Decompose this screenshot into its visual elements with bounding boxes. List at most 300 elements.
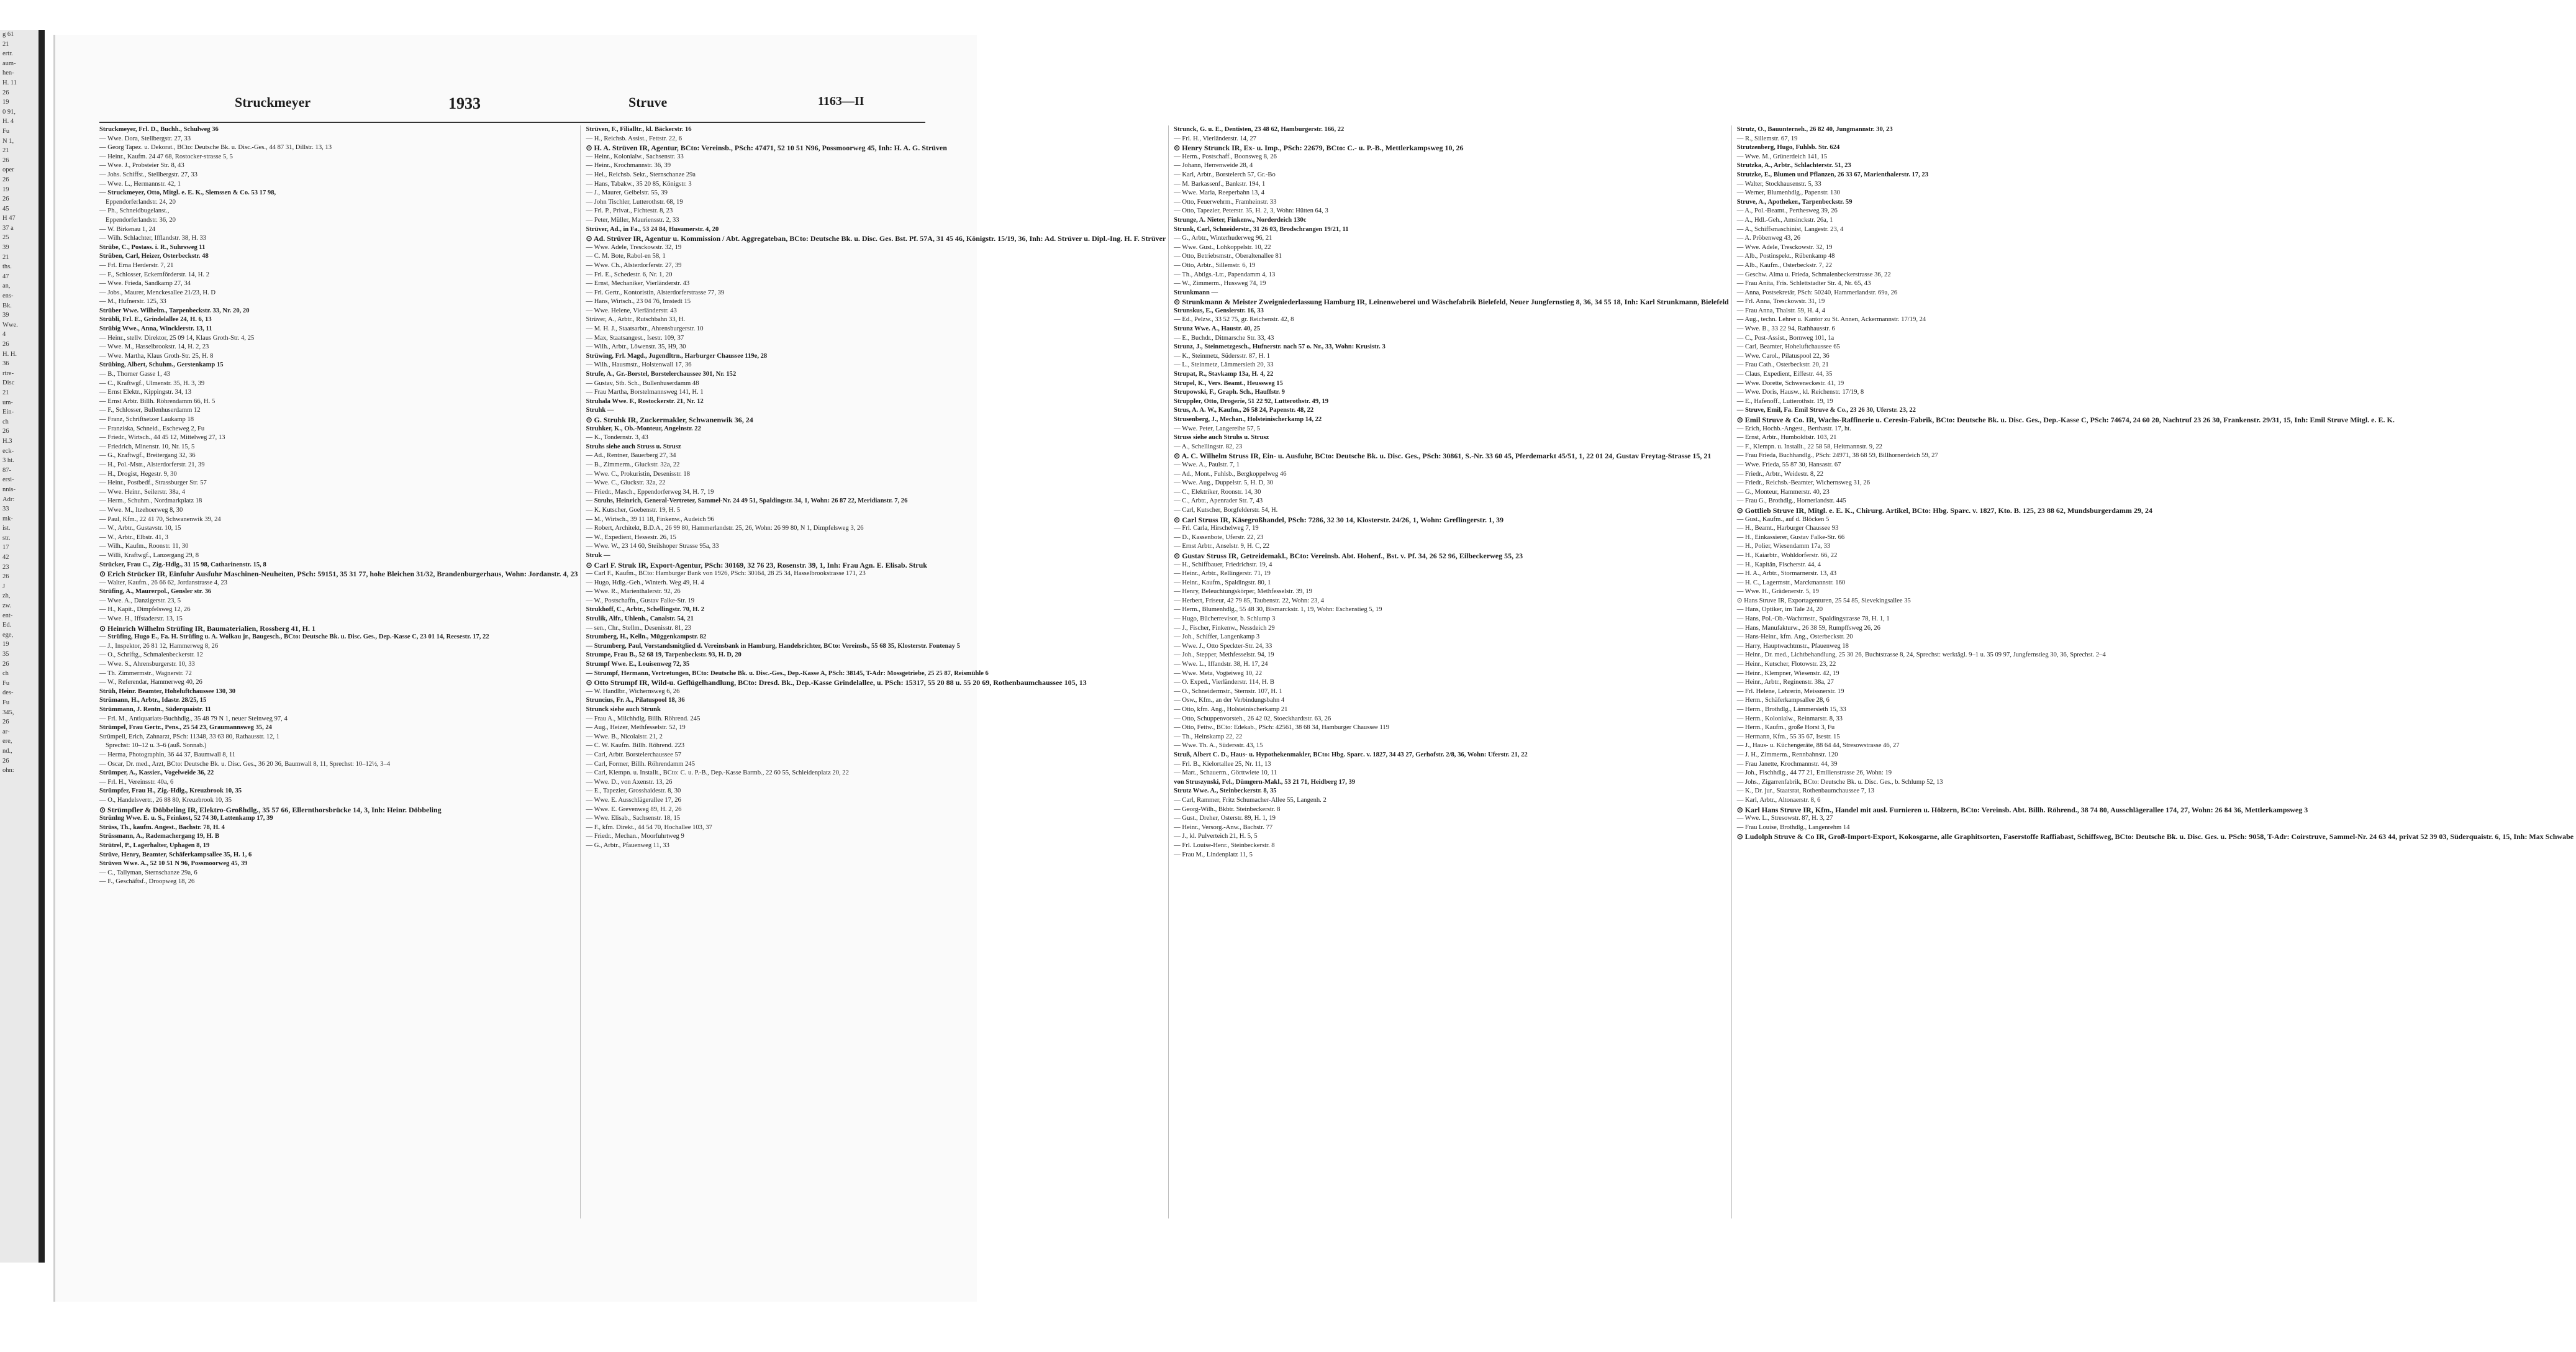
previous-page-fragment: H. 4 bbox=[2, 118, 14, 125]
directory-entry: — Peter, Müller, Mauriensstr. 2, 33 bbox=[586, 216, 679, 224]
directory-entry: — Paul, Kfm., 22 41 70, Schwanenwik 39, 24 bbox=[99, 515, 221, 523]
header-center-word: Struve bbox=[628, 94, 668, 110]
directory-entry: — G., Arbtr., Winterhuderweg 96, 21 bbox=[1174, 235, 1272, 242]
previous-page-fragment: 39 bbox=[2, 244, 9, 252]
previous-page-fragment: J bbox=[2, 583, 6, 590]
directory-entry: ⊙ Hans Struve IR, Exportagenturen, 25 54 85, Sievekingsallee 35 bbox=[1736, 597, 1911, 604]
previous-page-fragment: mk- bbox=[2, 515, 13, 522]
directory-entry: ⊙ Carl F. Struk IR, Export-Agentur, PSch: 30169, 32 76 23, Rosenstr. 39, 1, Inh: Frau Agn. E. Elisab. Struk bbox=[586, 560, 927, 569]
previous-page-fragment: 36 bbox=[2, 360, 9, 368]
directory-entry: — Otto, Betriebsmstr., Oberaltenallee 81 bbox=[1174, 253, 1282, 260]
previous-page-fragment: 19 bbox=[2, 186, 9, 193]
previous-page-fragment: ertr. bbox=[2, 50, 13, 58]
directory-entry: — C. M. Bote, Rabol-en 58, 1 bbox=[586, 253, 666, 260]
previous-page-fragment: 26 bbox=[2, 428, 9, 435]
directory-entry: — John Tischler, Lutterothstr. 68, 19 bbox=[586, 198, 683, 206]
directory-entry: Struckmeyer, Frl. D., Buchh., Schulweg 36 bbox=[99, 126, 219, 133]
previous-page-fragment: hen- bbox=[2, 70, 14, 77]
previous-page-fragment: Ein- bbox=[2, 409, 14, 416]
directory-entry: — Wwe. Dorette, Schweneckestr. 41, 19 bbox=[1736, 379, 1844, 387]
directory-entry: — Georg Tapez. u. Dekorat., BCto: Deutsche Bk. u. Disc.-Ges., 44 87 31, Dillstr. 13, 13 bbox=[99, 144, 332, 152]
directory-entry: Strüss, Th., kaufm. Angest., Bachstr. 78, H. 4 bbox=[99, 823, 225, 831]
directory-entry: Strümpell, Erich, Zahnarzt, PSch: 11348, 33 63 80, Rathausstr. 12, 1 bbox=[99, 733, 280, 740]
directory-entry: Strumpf Wwe. E., Louisenweg 72, 35 bbox=[586, 661, 690, 668]
directory-entry: Strupat, R., Stavkamp 13a, H. 4, 22 bbox=[1174, 371, 1274, 378]
directory-entry: — Frl. Anna, Tresckowstr. 31, 19 bbox=[1736, 298, 1825, 306]
directory-entry: Sprechst: 10–12 u. 3–6 (auß. Sonnab.) bbox=[106, 742, 207, 750]
directory-entry: — Ernst, Mechaniker, Vierländerstr. 43 bbox=[586, 280, 690, 288]
directory-entry: Strunkmann — bbox=[1174, 289, 1218, 296]
directory-entry: — Wwe. Frieda, 55 87 30, Hansastr. 67 bbox=[1736, 461, 1841, 468]
previous-page-fragment: ch bbox=[2, 418, 9, 425]
previous-page-fragment: oper bbox=[2, 166, 14, 174]
directory-entry: Struss siehe auch Struhs u. Strusz bbox=[1174, 434, 1269, 442]
previous-page-fragment: 26 bbox=[2, 660, 9, 668]
directory-entry: Struk — bbox=[586, 551, 610, 559]
directory-entry: Strütrel, P., Lagerhalter, Uphagen 8, 19 bbox=[99, 842, 210, 849]
previous-page-fragment: 33 bbox=[2, 506, 9, 513]
directory-entry: — Hugo, Hdlg.-Geh., Winterh. Weg 49, H. 4 bbox=[586, 579, 704, 586]
directory-entry: — Frau Janette, Krochmannstr. 44, 39 bbox=[1736, 760, 1838, 768]
directory-entry: — Gust., Kaufm., auf d. Blöcken 5 bbox=[1736, 515, 1830, 523]
directory-entry: — Herm., Schäferkampsallee 28, 6 bbox=[1736, 697, 1830, 704]
directory-entry: Strümpfer, Frau H., Zig.-Hdlg., Kreuzbrook 10, 35 bbox=[99, 787, 242, 795]
directory-entry: Struve, A., Apotheker., Tarpenbeckstr. 59 bbox=[1736, 198, 1853, 206]
previous-page-fragment: 26 bbox=[2, 89, 9, 96]
directory-entry: Strupel, K., Vers. Beamt., Heussweg 15 bbox=[1174, 379, 1283, 387]
header-year: 1933 bbox=[448, 94, 481, 112]
directory-entry: — Max, Staatsangest., Isestr. 109, 37 bbox=[586, 334, 684, 342]
directory-entry: — Otto, Fettw., BCto: Edekab., PSch: 42561, 38 68 34, Hamburger Chaussee 119 bbox=[1174, 724, 1389, 732]
directory-entry: — Ernst Arbtr., Anselstr. 9, H. C, 22 bbox=[1174, 543, 1270, 550]
directory-entry: Struppler, Otto, Drogerie, 51 22 92, Lutterothstr. 49, 19 bbox=[1174, 397, 1329, 405]
directory-entry: — Wwe. C., Gluckstr. 32a, 22 bbox=[586, 479, 666, 487]
directory-entry: — Frl. Erna Herderstr. 7, 21 bbox=[99, 261, 174, 269]
directory-entry: — Wwe. Gust., Lohkoppelstr. 10, 22 bbox=[1174, 243, 1271, 251]
directory-entry: — Joh., Schiffer, Langenkamp 3 bbox=[1174, 633, 1260, 641]
previous-page-fragment: Fu bbox=[2, 679, 10, 687]
directory-entry: — W. Birkenau 1, 24 bbox=[99, 225, 156, 233]
directory-entry: — C., Elektriker, Roonstr. 14, 30 bbox=[1174, 488, 1261, 496]
directory-entry: — M. Barkassenf., Bankstr. 194, 1 bbox=[1174, 180, 1266, 188]
directory-entry: — M., Wirtsch., 39 11 18, Finkenw., Audeich 96 bbox=[586, 515, 714, 523]
previous-page-fragment: 0 91, bbox=[2, 108, 16, 116]
directory-entry: — H., Kapitän, Fischerstr. 44, 4 bbox=[1736, 561, 1821, 568]
directory-entry: Strunck siehe auch Strunk bbox=[586, 706, 661, 713]
directory-entry: Strukhoff, C., Arbtr., Schellingstr. 70, H. 2 bbox=[586, 606, 704, 614]
directory-entry: — Herma, Photographin, 36 44 37, Baumwall 8, 11 bbox=[99, 751, 236, 758]
directory-entry: — Mart., Schauerm., Görttwiete 10, 11 bbox=[1174, 769, 1277, 777]
directory-entry: — G., Monteur, Hammerstr. 40, 23 bbox=[1736, 488, 1830, 496]
directory-entry: — Franziska, Schneid., Escheweg 2, Fu bbox=[99, 425, 205, 432]
directory-entry: — O. Exped., Vierländerstr. 114, H. B bbox=[1174, 679, 1274, 686]
column-4 bbox=[1737, 125, 2576, 1218]
directory-entry: — Frau Martha, Borstelmannsweg 141, H. 1 bbox=[586, 389, 704, 396]
directory-entry: — Wwe. S., Ahrensburgerstr. 10, 33 bbox=[99, 661, 195, 668]
directory-entry: — A., Schiffsmaschinist, Langestr. 23, 4 bbox=[1736, 225, 1844, 233]
directory-entry: — Wwe. Elisab., Sachsenstr. 18, 15 bbox=[586, 815, 681, 822]
previous-page-fragment: ens- bbox=[2, 293, 14, 300]
directory-entry: — Wwe. Carol., Pilatuspool 22, 36 bbox=[1736, 352, 1830, 360]
previous-page-fragment: H. 11 bbox=[2, 79, 17, 86]
directory-entry: — Carl, Rammer, Fritz Schumacher-Allee 55, Langenh. 2 bbox=[1174, 796, 1327, 804]
directory-entry: Strüssmann, A., Rademachergang 19, H. B bbox=[99, 833, 220, 840]
directory-entry: — H. A., Arbtr., Stormarnerstr. 13, 43 bbox=[1736, 570, 1837, 578]
directory-entry: — Heinr., Kaufm., Spaldingstr. 80, 1 bbox=[1174, 579, 1271, 586]
directory-entry: Strus, A. A. W., Kaufm., 26 58 24, Papenstr. 48, 22 bbox=[1174, 407, 1314, 414]
directory-entry: — J., Inspektor, 26 81 12, Hammerweg 8, 26 bbox=[99, 642, 219, 650]
directory-entry: — Claus, Expedient, Eiffestr. 44, 35 bbox=[1736, 371, 1833, 378]
directory-entry: — Oscar, Dr. med., Arzt, BCto: Deutsche Bk. u. Disc. Ges., 36 20 36, Baumwall 8, 11, Sprechst: 10–12½, 3–4 bbox=[99, 760, 391, 768]
directory-entry: — Heinr., Krochmannstr. 36, 39 bbox=[586, 162, 671, 170]
directory-entry: — Otto, Schuppenvorsteh., 26 42 02, Stoeckhardtstr. 63, 26 bbox=[1174, 715, 1331, 722]
directory-entry: — F., Schlosser, Eckernförderstr. 14, H. 2 bbox=[99, 271, 210, 278]
previous-page-fragment: 37 a bbox=[2, 224, 14, 232]
directory-entry: Strunck, G. u. E., Dentisten, 23 48 62, Hamburgerstr. 166, 22 bbox=[1174, 126, 1345, 133]
directory-entry: — H., Schiffbauer, Friedrichstr. 19, 4 bbox=[1174, 561, 1272, 568]
directory-entry: Strübig Wwe., Anna, Wincklerstr. 13, 11 bbox=[99, 325, 212, 333]
directory-entry: Strusenberg, J., Mechan., Holsteinischerkamp 14, 22 bbox=[1174, 416, 1322, 423]
directory-entry: — Wwe. M., Hasselbrookstr. 14, H. 2, 23 bbox=[99, 343, 209, 351]
directory-entry: Struhs siehe auch Struss u. Strusz bbox=[586, 443, 681, 450]
directory-entry: — Heinr., Kutscher, Flotowstr. 23, 22 bbox=[1736, 661, 1836, 668]
directory-entry: Strümmann, J. Rentn., Süderquaistr. 11 bbox=[99, 706, 211, 713]
directory-entry: — Gust., Dreher, Osterstr. 89, H. 1, 19 bbox=[1174, 815, 1276, 822]
previous-page-fragment: 19 bbox=[2, 99, 9, 106]
directory-entry: — A. Pröbenweg 43, 26 bbox=[1736, 235, 1801, 242]
directory-entry: Strüven Wwe. A., 52 10 51 N 96, Possmoorweg 45, 39 bbox=[99, 860, 248, 868]
directory-entry: — Frl. E., Schedestr. 6, Nr. 1, 20 bbox=[586, 271, 673, 278]
directory-entry: — W., Expedient, Hessestr. 26, 15 bbox=[586, 533, 676, 541]
directory-entry: — Johs. Schiffst., Stellbergstr. 27, 33 bbox=[99, 171, 197, 178]
previous-page-fragment: 42 bbox=[2, 554, 9, 561]
directory-entry: — Frl. P., Privat., Fichtestr. 8, 23 bbox=[586, 207, 673, 215]
directory-entry: — B., Thorner Gasse 1, 43 bbox=[99, 371, 170, 378]
directory-entry: Strumberg, H., Kelln., Müggenkampstr. 82 bbox=[586, 633, 707, 641]
directory-entry: — Strumberg, Paul, Vorstandsmitglied d. Vereinsbank in Hamburg, Handelsrichter, BCto: Vereinsb., 55 68 35, Klosterstr. Fontenay 5 bbox=[586, 642, 960, 650]
directory-entry: — G., Arbtr., Pfauenweg 11, 33 bbox=[586, 842, 669, 849]
directory-entry: — Wwe. Adele, Tresckowstr. 32, 19 bbox=[1736, 243, 1833, 251]
directory-entry: — Ernst Elektr., Kippingstr. 34, 13 bbox=[99, 389, 192, 396]
directory-entry: Strüver, Ad., in Fa., 53 24 84, Husumerstr. 4, 20 bbox=[586, 225, 719, 233]
directory-entry: ⊙ Ludolph Struve & Co IR, Groß-Import-Export, Kokosgarne, alle Graphitsorten, Faserstoffe Raffiabast, Schiffsweg, BCto: Deutsche Bk. u. Disc. Ges. u. PSch: 9058, T-Adr: Coirstruve, Sammel-Nr. 24 63 44, privat 52 39 03, Süderquaistr. 6, 15, Inh: Max Schwabe bbox=[1736, 832, 2574, 842]
directory-entry: — R., Sillemstr. 67, 19 bbox=[1736, 135, 1798, 142]
directory-entry: — Wilh., Arbtr., Löwenstr. 35, H9, 30 bbox=[586, 343, 686, 351]
directory-entry: — Friedr., Arbtr., Weidestr. 8, 22 bbox=[1736, 470, 1824, 478]
header-rule bbox=[99, 122, 925, 123]
directory-entry: — Ed., Pelzw., 33 52 75, gr. Reichenstr. 42, 8 bbox=[1174, 316, 1294, 324]
previous-page-fragment: g 61 bbox=[2, 31, 14, 38]
directory-entry: — C. W. Kaufm. Billh. Röhrend. 223 bbox=[586, 742, 685, 750]
directory-entry: — Wwe. H., Iffstaderstr. 13, 15 bbox=[99, 615, 183, 623]
directory-entry: — Wwe. Heinr., Seilerstr. 38a, 4 bbox=[99, 488, 186, 496]
directory-entry: ⊙ A. C. Wilhelm Struss IR, Ein- u. Ausfuhr, BCto: Deutsche Bk. u. Disc. Ges., PSch: 30861, S.-Nr. 33 60 45, Pferdemarkt 45/51, 1, 22 01 24, Gustav Freytag-Strasse 15, 21 bbox=[1174, 451, 1712, 461]
directory-entry: — H., Reichsb. Assist., Fettstr. 22, 6 bbox=[586, 135, 682, 142]
directory-entry: — E., Tapezier, Grosshaidestr. 8, 30 bbox=[586, 787, 681, 795]
directory-entry: — F., Klempn. u. Installt., 22 58 58, Heitmannstr. 9, 22 bbox=[1736, 443, 1882, 450]
directory-entry: Strücker, Frau C., Zig.-Hdlg., 31 15 98, Catharinenstr. 15, 8 bbox=[99, 561, 266, 568]
directory-entry: — Aug., techn. Lehrer u. Kantor zu St. Annen, Ackermannstr. 17/19, 24 bbox=[1736, 316, 1926, 324]
directory-entry: — Werner, Blumenhdlg., Papenstr. 130 bbox=[1736, 189, 1840, 197]
directory-entry: — W., Postschaffn., Gustav Falke-Str. 19 bbox=[586, 597, 695, 604]
directory-entry: — Frl. Helene, Lehrerin, Meissnerstr. 19 bbox=[1736, 687, 1844, 695]
directory-entry: — Frau Cath., Osterbeckstr. 20, 21 bbox=[1736, 361, 1829, 369]
previous-page-fragment: 47 bbox=[2, 273, 9, 280]
directory-entry: — Wwe. Helene, Vierländerstr. 43 bbox=[586, 307, 677, 314]
directory-entry: — Wwe. M., Grünerdeich 141, 15 bbox=[1736, 153, 1828, 160]
directory-entry: — B., Zimmerm., Gluckstr. 32a, 22 bbox=[586, 461, 680, 468]
directory-entry: — H., Drogist, Hegestr. 9, 30 bbox=[99, 470, 177, 478]
directory-entry: — Geschw. Alma u. Frieda, Schmalenbeckerstrasse 36, 22 bbox=[1736, 271, 1891, 278]
header-left-word: Struckmeyer bbox=[235, 94, 311, 110]
directory-entry: — M., Hufnerstr. 125, 33 bbox=[99, 298, 166, 306]
directory-entry: Strübli, Frl. E., Grindelallee 24, H. 6, 13 bbox=[99, 316, 212, 324]
directory-entry: — H., Polier, Wiesendamm 17a, 33 bbox=[1736, 543, 1831, 550]
directory-entry: Struncius, Fr. A., Pilatuspool 18, 36 bbox=[586, 697, 685, 704]
directory-entry: — Wwe. Adele, Tresckowstr. 32, 19 bbox=[586, 243, 682, 251]
directory-entry: — Wwe. Dora, Stellbergstr. 27, 33 bbox=[99, 135, 191, 142]
directory-entry: — Herm., Blumenhdlg., 55 48 30, Bismarckstr. 1, 19, Wohn: Eschenstieg 5, 19 bbox=[1174, 606, 1382, 614]
directory-entry: — F., Schlosser, Bullenhuserdamm 12 bbox=[99, 407, 201, 414]
previous-page-fragment: Fu bbox=[2, 699, 10, 706]
directory-entry: — Joh., Fischhdlg., 44 77 21, Emilienstrasse 26, Wohn: 19 bbox=[1736, 769, 1892, 777]
directory-entry: — K. Kutscher, Goebenstr. 19, H. 5 bbox=[586, 506, 681, 514]
header-page-number: 1163—II bbox=[818, 94, 864, 108]
directory-entry: — Friedr., Wirtsch., 44 45 12, Mittelweg 27, 13 bbox=[99, 434, 225, 442]
previous-page-fragment: 26 bbox=[2, 757, 9, 764]
directory-entry: — Herm., Kolonialw., Reinmarstr. 8, 33 bbox=[1736, 715, 1843, 722]
directory-entry: — Wwe. Peter, Langereihe 57, 5 bbox=[1174, 425, 1260, 432]
directory-entry: ⊙ Otto Strumpf IR, Wild-u. Geflügelhandlung, BCto: Dresd. Bk., Dep.-Kasse Grindelallee, u. PSch: 15317, 55 20 88 u. 55 20 69, Rothenbaumchaussee 105, 13 bbox=[586, 678, 1087, 687]
directory-entry: — Wwe. D., von Axenstr. 13, 26 bbox=[586, 778, 673, 786]
directory-entry: ⊙ Strümpfler & Döbbeling IR, Elektro-Großhdlg., 35 57 66, Ellernthorsbrücke 14, 3, Inh: Heinr. Döbbeling bbox=[99, 805, 442, 814]
directory-entry: — Ph., Schneidbugelanst., bbox=[99, 207, 170, 215]
directory-entry: — Frl. B., Kielortallee 25, Nr. 11, 13 bbox=[1174, 760, 1271, 768]
previous-page-fragment: aum- bbox=[2, 60, 16, 67]
directory-entry: — Hermann, Kfm., 55 35 67, Isestr. 15 bbox=[1736, 733, 1840, 740]
directory-entry: — Wwe. J., Probsteier Str. 8, 43 bbox=[99, 162, 184, 170]
directory-entry: Strüben, Carl, Heizer, Osterbeckstr. 48 bbox=[99, 253, 209, 260]
previous-page-fragment: H. H. bbox=[2, 350, 17, 358]
previous-page-fragment: 23 bbox=[2, 563, 9, 571]
previous-page-fragment: H.3 bbox=[2, 437, 12, 445]
directory-entry: — Harry, Hauptwachtmstr., Pfauenweg 18 bbox=[1736, 642, 1849, 650]
directory-entry: — M. H. J., Staatsarbtr., Ahrensburgerstr. 10 bbox=[586, 325, 704, 333]
directory-entry: — Th., Heinskamp 22, 22 bbox=[1174, 733, 1243, 740]
previous-page-fragment: 25 bbox=[2, 234, 9, 242]
previous-page-fragment: zw. bbox=[2, 602, 12, 610]
directory-entry: — H. C., Lagermstr., Marckmannstr. 160 bbox=[1736, 579, 1846, 586]
previous-page-fragment: Disc bbox=[2, 379, 15, 387]
directory-entry: Strunge, A. Nieter, Finkenw., Norderdeich 130c bbox=[1174, 216, 1307, 224]
directory-entry: — Karl, Arbtr., Borstelerch 57, Gr.-Bo bbox=[1174, 171, 1276, 178]
previous-page-fragment: ch bbox=[2, 670, 9, 678]
directory-entry: — Wwe. J., Otto Speckter-Str. 24, 33 bbox=[1174, 642, 1272, 650]
directory-entry: — Frau Anna, Thalstr. 59, H. 4, 4 bbox=[1736, 307, 1825, 314]
previous-page-edge bbox=[0, 30, 45, 1263]
directory-entry: — Johann, Herrenweide 28, 4 bbox=[1174, 162, 1253, 170]
directory-entry: — W., Zimmerm., Hussweg 74, 19 bbox=[1174, 280, 1266, 288]
directory-entry: — Karl, Arbtr., Altonaerstr. 8, 6 bbox=[1736, 796, 1821, 804]
directory-entry: Strüven, F., Filialltr., kl. Bäckerstr. 16 bbox=[586, 126, 692, 133]
directory-entry: ⊙ Carl Struss IR, Käsegroßhandel, PSch: 7286, 32 30 14, Klosterstr. 24/26, 1, Wohn: Greflingerstr. 1, 39 bbox=[1174, 515, 1504, 524]
previous-page-fragment: ersi- bbox=[2, 476, 14, 484]
directory-entry: — K., Dr. jur., Staatsrat, Rothenbaumchaussee 7, 13 bbox=[1736, 787, 1874, 795]
directory-entry: — W., Arbtr., Elbstr. 41, 3 bbox=[99, 533, 168, 541]
directory-entry: — Alb., Kaufm., Osterbeckstr. 7, 22 bbox=[1736, 261, 1832, 269]
previous-page-fragment: 21 bbox=[2, 253, 9, 261]
directory-entry: Strümann, H., Arbtr., Idastr. 28/25, 15 bbox=[99, 697, 207, 704]
previous-page-fragment: rtre- bbox=[2, 370, 14, 377]
previous-page-fragment: Fu bbox=[2, 127, 10, 135]
directory-entry: — Heinr., Arbtr., Rellingerstr. 71, 19 bbox=[1174, 570, 1271, 578]
directory-entry: Strübe, C., Postass. i. R., Suhrsweg 11 bbox=[99, 243, 206, 251]
directory-entry: — Otto, Arbtr., Sillemstr. 6, 19 bbox=[1174, 261, 1256, 269]
directory-entry: — Hel., Reichsb. Sekr., Sternschanze 29a bbox=[586, 171, 696, 178]
previous-page-fragment: 21 bbox=[2, 389, 9, 396]
directory-entry: Strulik, Alfr., Uhlenh., Canalstr. 54, 21 bbox=[586, 615, 694, 623]
directory-entry: — Gustav, Stb. Sch., Bullenhuserdamm 48 bbox=[586, 379, 699, 387]
directory-entry: — Friedr., Reichsb.-Beamter, Wichernsweg 31, 26 bbox=[1736, 479, 1871, 487]
previous-page-fragment: 26 bbox=[2, 573, 9, 581]
directory-entry: — Friedrich, Minenstr. 10, Nr. 15, 5 bbox=[99, 443, 195, 450]
previous-page-fragment: ohn: bbox=[2, 767, 14, 774]
directory-entry: — E., Hafenoff., Lutterothstr. 19, 19 bbox=[1736, 397, 1833, 405]
directory-entry: — Wwe. Frieda, Sandkamp 27, 34 bbox=[99, 280, 191, 288]
directory-entry: — Heinr., Kolonialw., Sachsenstr. 33 bbox=[586, 153, 684, 160]
directory-entry: — sen., Chr., Stellm., Desenisstr. 81, 23 bbox=[586, 624, 691, 632]
directory-entry: ⊙ Strunkmann & Meister Zweigniederlassung Hamburg IR, Leinenweberei und Wäschefabrik Bielefeld, Neuer Jungfernstieg 8, 36, 34 55 18, Inh: Karl Strunkmann, Bielefeld bbox=[1174, 297, 1729, 307]
directory-entry: — Frl. Carla, Hirschelweg 7, 19 bbox=[1174, 525, 1259, 532]
directory-entry: — Osw., Kfm., an der Verbindungsbahn 4 bbox=[1174, 697, 1285, 704]
directory-entry: von Struszynski, Fel., Dümgern-Makl., 53 21 71, Heidberg 17, 39 bbox=[1174, 778, 1356, 786]
directory-entry: — Hans, Optiker, im Tale 24, 20 bbox=[1736, 606, 1823, 614]
directory-entry: — Carl, Beamter, Hoheluftchaussee 65 bbox=[1736, 343, 1840, 351]
directory-entry: — Carl, Kutscher, Borgfelderstr. 54, H. bbox=[1174, 506, 1278, 514]
directory-entry: — Herm., Brothdlg., Lämmersieth 15, 33 bbox=[1736, 706, 1846, 713]
previous-page-fragment: 45 bbox=[2, 205, 9, 212]
directory-entry: — Heinr., Klempner, Wiesenstr. 42, 19 bbox=[1736, 669, 1839, 677]
directory-entry: — Heinr., Postbedf., Strassburger Str. 57 bbox=[99, 479, 207, 487]
directory-entry: — Ad., Mont., Fuhlsb., Bergkoppelweg 46 bbox=[1174, 470, 1287, 478]
directory-entry: — Otto, Tapezier, Peterstr. 35, H. 2, 3, Wohn: Hütten 64, 3 bbox=[1174, 207, 1328, 215]
directory-entry: — Walter, Kaufm., 26 66 62, Jordanstrasse 4, 23 bbox=[99, 579, 227, 586]
directory-entry: ⊙ Gustav Struss IR, Getreidemakl., BCto: Vereinsb. Abt. Hohenf., Bst. v. Pf. 34, 26 52 96, Eilbeckerweg 55, 23 bbox=[1174, 551, 1523, 560]
directory-entry: — Heinr., Arbtr., Reginenstr. 38a, 27 bbox=[1736, 679, 1834, 686]
previous-page-fragment: 19 bbox=[2, 641, 9, 648]
previous-page-fragment: 26 bbox=[2, 196, 9, 203]
directory-entry: — Frl. Gertr., Kontoristin, Alsterdorferstrasse 77, 39 bbox=[586, 289, 725, 296]
directory-entry: — D., Kassenbote, Uferstr. 22, 23 bbox=[1174, 533, 1264, 541]
directory-entry: Strutzenberg, Hugo, Fuhlsb. Str. 624 bbox=[1736, 144, 1840, 152]
directory-entry: — Wwe. E. Grevenweg 89, H. 2, 26 bbox=[586, 805, 682, 813]
previous-page-fragment: eck- bbox=[2, 447, 14, 455]
directory-entry: ⊙ Karl Hans Struve IR, Kfm., Handel mit ausl. Furnieren u. Hölzern, BCto: Vereinsb. Abt. Billh. Röhrend., 38 74 80, Ausschlägerallee 174, 27, Wohn: 26 84 36, Mettlerkampsweg 3 bbox=[1736, 805, 2308, 814]
directory-entry: — H., Einkassierer, Gustav Falke-Str. 66 bbox=[1736, 533, 1845, 541]
directory-entry: Strutz, O., Bauunterneh., 26 82 40, Jungmannstr. 30, 23 bbox=[1736, 126, 1893, 133]
directory-entry: — Ernst, Arbtr., Humboldtstr. 103, 21 bbox=[1736, 434, 1837, 442]
previous-page-fragment: Bk. bbox=[2, 302, 12, 309]
directory-entry: — Aug., Heizer, Methfesselstr. 52, 19 bbox=[586, 724, 686, 732]
directory-entry: ⊙ Ad. Strüver IR, Agentur u. Kommission / Abt. Aggregateban, BCto: Deutsche Bk. u. Disc. Ges. Bst. Pf. 57A, 31 45 46, Königstr. 15/19, 36, Inh: Ad. Strüver u. Dipl.-Ing. H. F. Strüver bbox=[586, 234, 1166, 243]
directory-entry: — Wwe. M., Itzehoerweg 8, 30 bbox=[99, 506, 183, 514]
directory-entry: — J., Fischer, Finkenw., Nessdeich 29 bbox=[1174, 624, 1275, 632]
directory-entry: — Heinr., stellv. Direktor, 25 09 14, Klaus Groth-Str. 4, 25 bbox=[99, 334, 255, 342]
directory-entry: — Wwe. Aug., Duppelstr. 5, H. D, 30 bbox=[1174, 479, 1274, 487]
directory-entry: Strunz, J., Steinmetzgesch., Hufnerstr. nach 57 o. Nr., 33, Wohn: Krusistr. 3 bbox=[1174, 343, 1386, 351]
directory-entry: — Anna, Postsekretär, PSch: 50240, Hammerlandstr. 69a, 26 bbox=[1736, 289, 1898, 296]
previous-page-fragment: des- bbox=[2, 689, 14, 697]
directory-entry: — Struhs, Heinrich, General-Vertreter, Sammel-Nr. 24 49 51, Spaldingstr. 34, 1, Wohn: 26 87 22, Meridianstr. 7, 26 bbox=[586, 497, 908, 505]
directory-entry: ⊙ Gottlieb Struve IR, Mitgl. e. E. K., Chirurg. Artikel, BCto: Hbg. Sparc. v. 1827, Kto. B. 125, 23 88 62, Mundsburgerdamm 29, 24 bbox=[1736, 506, 2152, 515]
previous-page-fragment: 39 bbox=[2, 312, 9, 319]
directory-entry: — J., Maurer, Geibelstr. 55, 39 bbox=[586, 189, 668, 197]
previous-page-fragment: 26 bbox=[2, 719, 9, 726]
directory-entry: — Wwe. C., Prokuristin, Desenisstr. 18 bbox=[586, 470, 691, 478]
directory-entry: Strüber Wwe. Wilhelm., Tarpenbeckstr. 33, Nr. 20, 20 bbox=[99, 307, 250, 314]
previous-page-fragment: 26 bbox=[2, 176, 9, 183]
directory-entry: — Wwe. Ch., Alsterdorferstr. 27, 39 bbox=[586, 261, 682, 269]
directory-entry: — W., Referendar, Hammerweg 40, 26 bbox=[99, 679, 202, 686]
directory-entry: — Wwe. Maria, Reeperbahn 13, 4 bbox=[1174, 189, 1264, 197]
previous-page-fragment: ist. bbox=[2, 525, 11, 532]
directory-entry: — Frl. Louise-Henr., Steinbeckerstr. 8 bbox=[1174, 842, 1275, 849]
directory-entry: — Herm., Postschaff., Boonsweg 8, 26 bbox=[1174, 153, 1277, 160]
directory-entry: — F., Geschäftsf., Droopweg 18, 26 bbox=[99, 878, 195, 886]
directory-entry: — O., Schneidermstr., Sternstr. 107, H. 1 bbox=[1174, 687, 1282, 695]
directory-entry: — J. H., Zimmerm., Rennbahnstr. 120 bbox=[1736, 751, 1838, 758]
directory-entry: — L., Steinmetz, Lämmersieth 20, 33 bbox=[1174, 361, 1274, 369]
previous-page-fragment: 35 bbox=[2, 651, 9, 658]
previous-page-fragment: ths. bbox=[2, 263, 12, 271]
directory-entry: — C., Kraftwgf., Ulmenstr. 35, H. 3, 39 bbox=[99, 379, 205, 387]
directory-entry: — W., Arbtr., Gustavstr. 10, 15 bbox=[99, 525, 181, 532]
directory-entry: — Wwe. Martha, Klaus Groth-Str. 25, H. 8 bbox=[99, 352, 214, 360]
directory-entry: — H., Pol.-Mstr., Alsterdorferstr. 21, 39 bbox=[99, 461, 205, 468]
directory-entry: Strüve, Henry, Beamter, Schäferkampsallee 35, H. 1, 6 bbox=[99, 851, 252, 858]
directory-entry: Strufe, A., Gr.-Borstel, Borstelerchaussee 301, Nr. 152 bbox=[586, 371, 737, 378]
directory-entry: Strünlng Wwe. E. u. S., Feinkost, 52 74 30, Lattenkamp 17, 39 bbox=[99, 815, 273, 822]
directory-entry: — Willi, Kraftwgf., Lanzergang 29, 8 bbox=[99, 551, 199, 559]
directory-entry: — K., Steinmetz, Südersstr. 87, H. 1 bbox=[1174, 352, 1270, 360]
directory-entry: Strutzke, E., Blumen und Pflanzen, 26 33 67, Marienthalerstr. 17, 23 bbox=[1736, 171, 1928, 178]
directory-entry: — Herbert, Friseur, 42 79 85, Taubenstr. 22, Wohn: 23, 4 bbox=[1174, 597, 1324, 604]
previous-page-fragment: 345, bbox=[2, 709, 14, 716]
directory-entry: — Wwe. H., Grädenerstr. 5, 19 bbox=[1736, 588, 1819, 596]
column-2 bbox=[586, 125, 1169, 1218]
directory-entry: — Frau Anita, Fris. Schlettstadter Str. 4, Nr. 65, 43 bbox=[1736, 280, 1871, 288]
column-3 bbox=[1174, 125, 1732, 1218]
directory-entry: — Strumpf, Hermann, Vertretungen, BCto: Deutsche Bk. u. Disc.-Ges., Dep.-Kasse A, PSch: 38145, T-Adr: Mossgetriebe, 25 25 87, Reismühle 6 bbox=[586, 669, 989, 677]
directory-entry: — G., Kraftwgf., Breitergang 32, 36 bbox=[99, 452, 196, 460]
directory-entry: — O., Schriftg., Schmalenbeckerstr. 12 bbox=[99, 651, 203, 659]
directory-entry: — Ernst Arbtr. Billh. Röhrendamm 66, H. 5 bbox=[99, 397, 215, 405]
directory-entry: — Frau G., Brothdlg., Hornerlandstr. 445 bbox=[1736, 497, 1846, 505]
directory-entry: — Frau Louise, Brothdlg., Langenrehm 14 bbox=[1736, 823, 1850, 831]
directory-entry: Struhala Wwe. F., Rostockerstr. 21, Nr. 12 bbox=[586, 397, 704, 405]
directory-entry: Strumpe, Frau B., 52 68 19, Tarpenbeckstr. 93, H. D, 20 bbox=[586, 651, 742, 659]
directory-entry: — Herm., Schuhm., Nordmarkplatz 18 bbox=[99, 497, 202, 505]
previous-page-fragment: nnis- bbox=[2, 486, 16, 493]
directory-entry: — Erich, Hochb.-Angest., Berthastr. 17, ht. bbox=[1736, 425, 1851, 432]
directory-entry: — Wwe. Doris, Hausw., kl. Reichenstr. 17/19, 8 bbox=[1736, 389, 1864, 396]
previous-page-fragment: zh, bbox=[2, 592, 11, 600]
directory-entry: — Wwe. A., Paulstr. 7, 1 bbox=[1174, 461, 1240, 468]
previous-page-fragment: 21 bbox=[2, 147, 9, 155]
directory-entry: Strunz Wwe. A., Haustr. 40, 25 bbox=[1174, 325, 1261, 333]
previous-page-fragment: 3 ht. bbox=[2, 457, 14, 465]
directory-entry: — Frau Frieda, Buchhandlg., PSch: 24971, 38 68 59, Billhornerdeich 59, 27 bbox=[1736, 452, 1938, 460]
